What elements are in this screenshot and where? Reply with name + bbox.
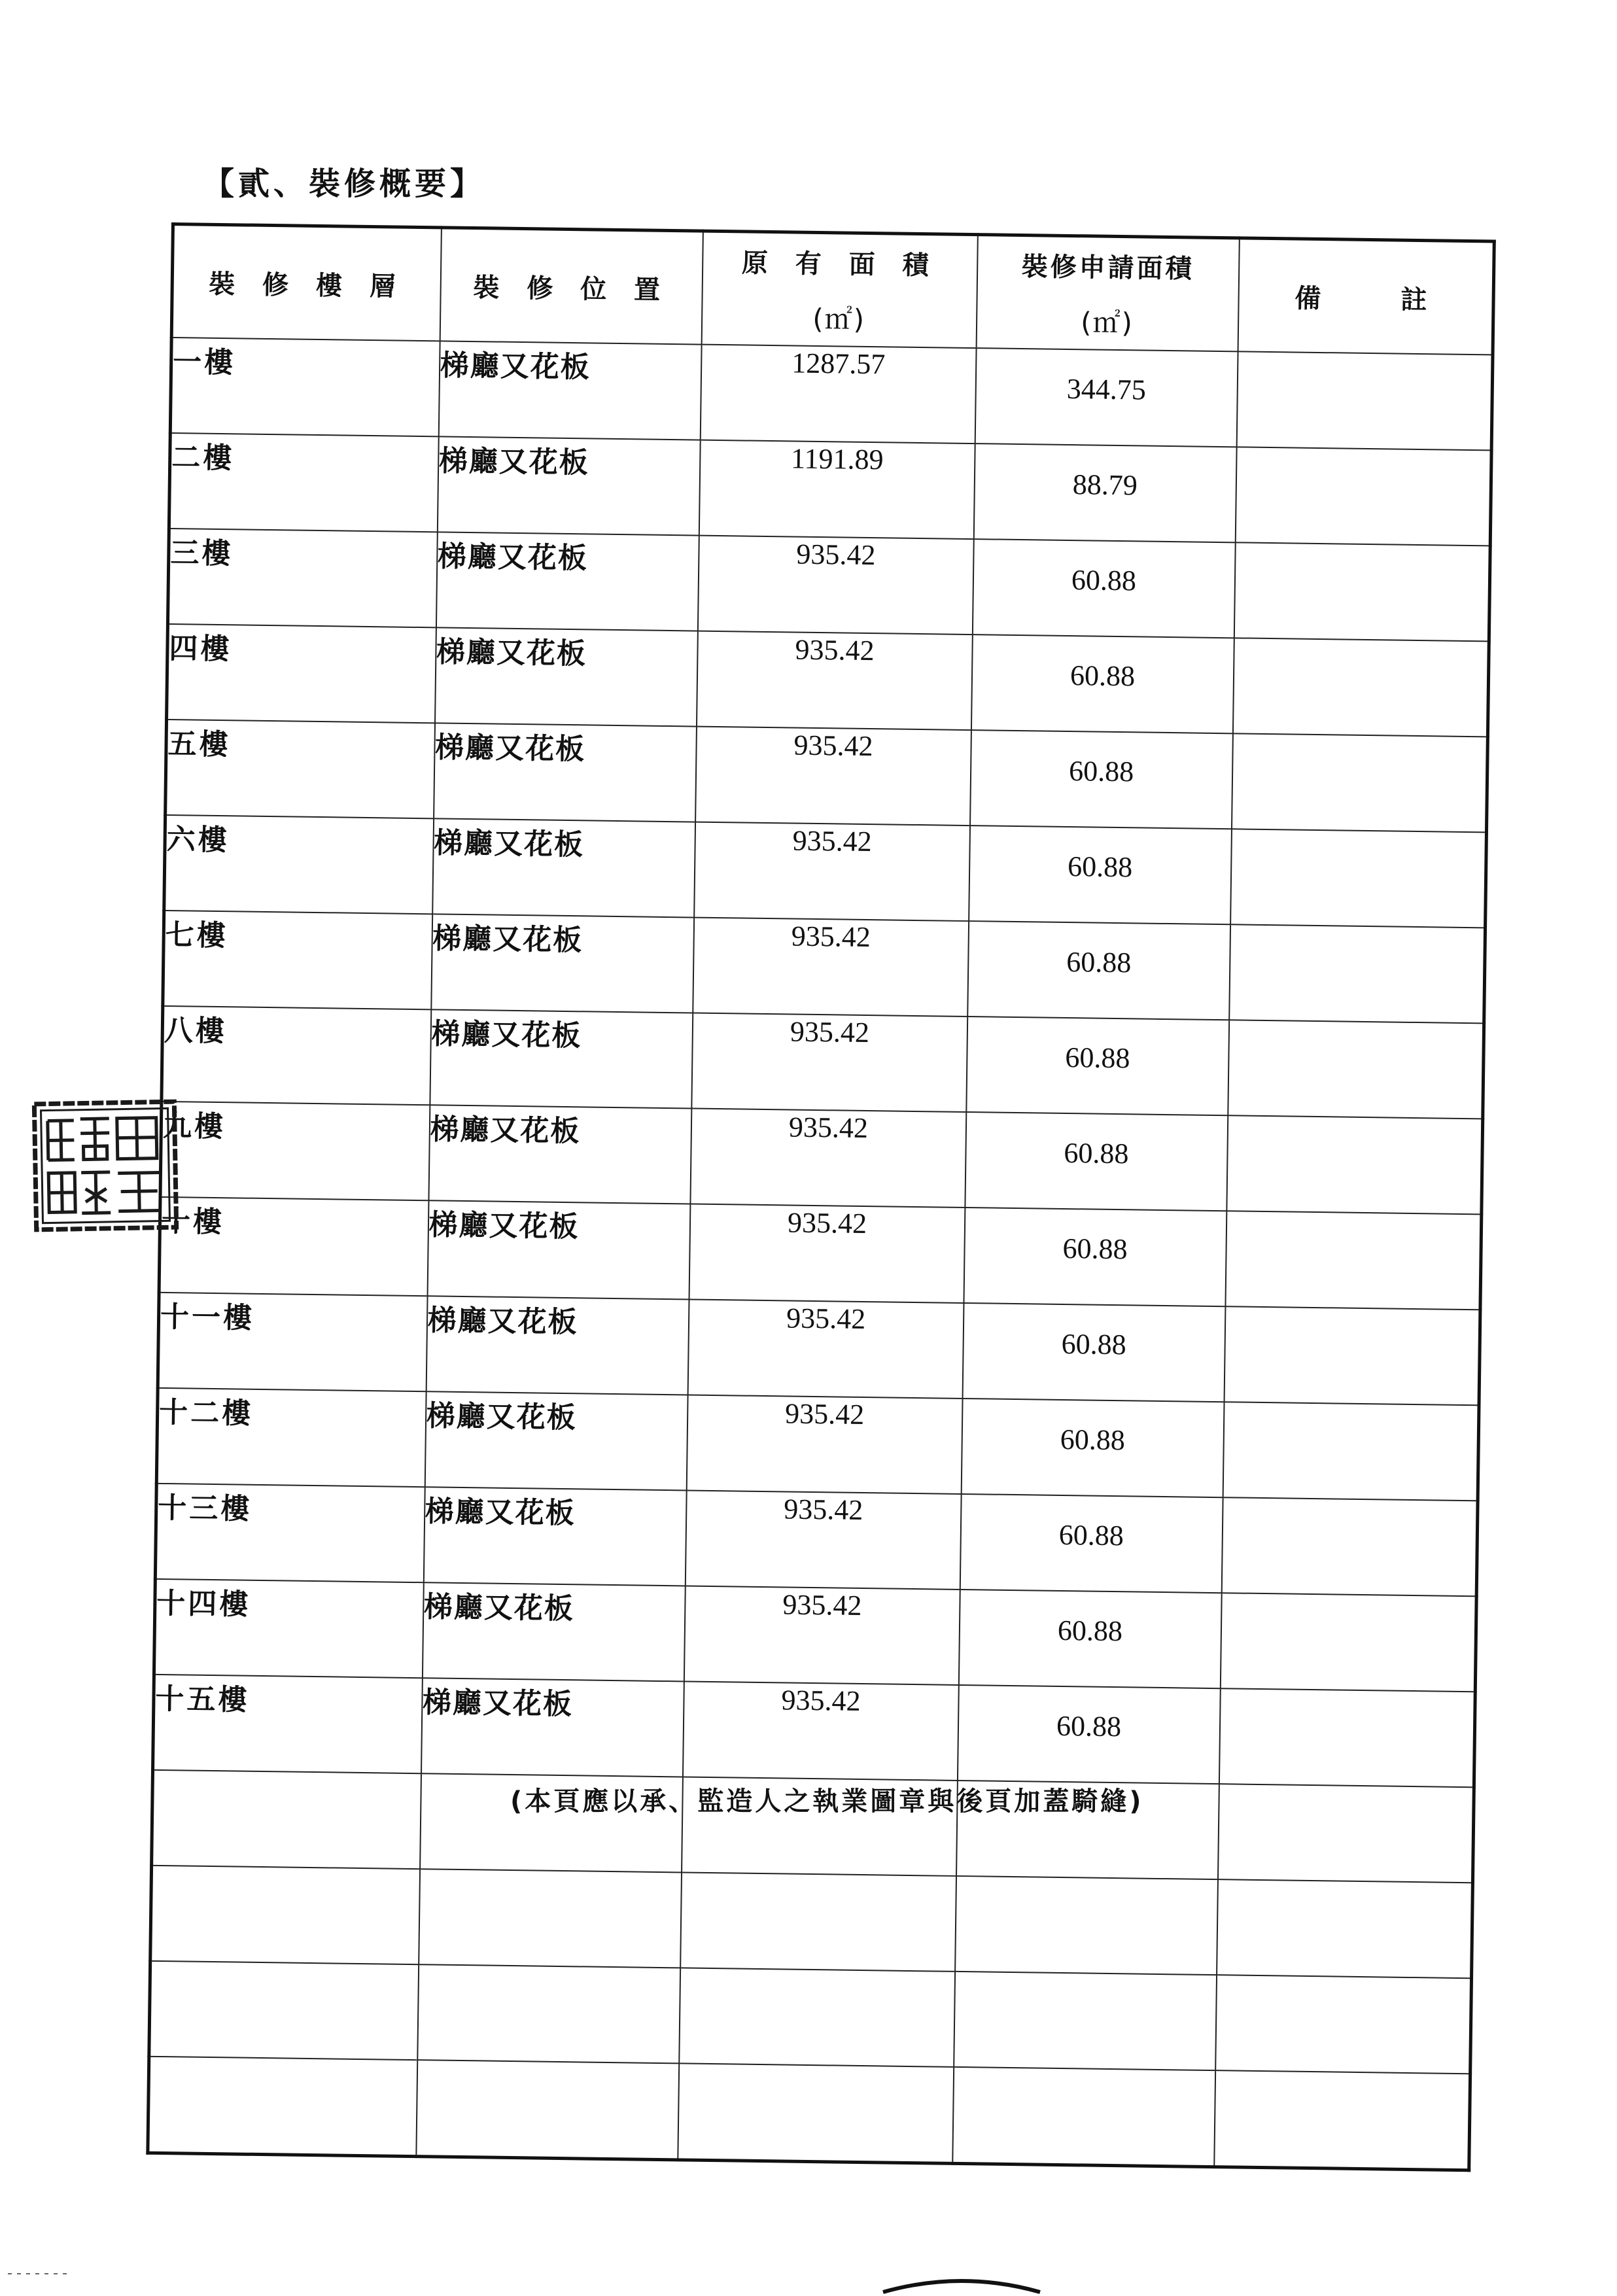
location-cell: 梯廳又花板 <box>422 1582 685 1681</box>
original-area-cell: 935.42 <box>682 1681 958 1780</box>
original-area-cell: 935.42 <box>696 631 972 730</box>
original-area-cell: 935.42 <box>694 822 970 921</box>
page-edge-mark <box>877 2270 1047 2296</box>
remarks-cell <box>1214 2070 1470 2170</box>
floor-cell: 七樓 <box>163 911 432 1009</box>
table-row <box>163 911 1486 1023</box>
table-row <box>149 1961 1472 2074</box>
header-floor <box>171 224 441 341</box>
header-remarks <box>1238 238 1494 355</box>
location-cell <box>419 1869 682 1968</box>
table-row <box>148 2057 1470 2170</box>
requested-area-cell: 60.88 <box>962 1303 1225 1402</box>
original-area-cell: 935.42 <box>697 536 973 635</box>
table-row <box>154 1579 1476 1692</box>
requested-area-cell: 60.88 <box>961 1399 1224 1497</box>
header-requested-area <box>976 235 1239 352</box>
requested-area-cell: 60.88 <box>971 635 1234 733</box>
remarks-cell <box>1226 1115 1483 1214</box>
requested-area-cell: 60.88 <box>970 730 1233 829</box>
table-row <box>164 815 1487 928</box>
table-header-row <box>171 224 1494 355</box>
remarks-cell <box>1225 1211 1482 1310</box>
location-cell: 梯廳又花板 <box>426 1296 689 1395</box>
remarks-cell <box>1224 1306 1480 1405</box>
location-cell <box>416 2060 679 2160</box>
requested-area-cell: 60.88 <box>957 1685 1220 1784</box>
footnote: (本頁應以承、監造人之執業圖章與後頁加蓋騎縫) <box>510 1786 1144 1817</box>
remarks-cell <box>1221 1497 1478 1596</box>
remarks-cell <box>1220 1593 1476 1692</box>
table-row <box>160 1102 1483 1214</box>
remarks-cell <box>1217 1784 1474 1883</box>
original-area-cell <box>680 1872 956 1971</box>
table-body <box>148 338 1493 2170</box>
location-cell: 梯廳又花板 <box>428 1105 691 1204</box>
renovation-summary-table-wrapper <box>146 222 1492 2172</box>
requested-area-cell: 60.88 <box>964 1208 1226 1306</box>
header-original-area-unit: (㎡) <box>812 302 866 336</box>
original-area-cell: 935.42 <box>695 727 971 826</box>
original-area-cell <box>679 1968 955 2066</box>
table-row <box>156 1388 1479 1501</box>
requested-area-cell: 88.79 <box>973 444 1236 542</box>
requested-area-cell: 60.88 <box>966 1017 1229 1115</box>
requested-area-cell: 60.88 <box>969 826 1232 924</box>
header-location-label: 裝 修 位 置 <box>473 272 670 305</box>
requested-area-cell: 60.88 <box>972 539 1235 638</box>
original-area-cell: 935.42 <box>687 1299 964 1398</box>
table-row <box>167 624 1489 737</box>
remarks-cell <box>1228 1020 1484 1119</box>
floor-cell: 九樓 <box>160 1102 430 1200</box>
seal-stamp <box>31 1099 179 1232</box>
location-cell: 梯廳又花板 <box>437 436 700 535</box>
original-area-cell: 935.42 <box>689 1204 965 1303</box>
floor-cell: 六樓 <box>164 815 434 914</box>
header-original-area-label: 原 有 面 積 <box>741 247 938 281</box>
remarks-cell <box>1219 1688 1475 1787</box>
location-cell: 梯廳又花板 <box>421 1678 684 1777</box>
original-area-cell: 935.42 <box>686 1395 962 1493</box>
floor-cell: 十二樓 <box>156 1388 426 1487</box>
original-area-cell: 935.42 <box>685 1490 961 1589</box>
floor-cell: 十四樓 <box>154 1579 423 1678</box>
remarks-cell <box>1234 542 1490 641</box>
location-cell <box>417 1964 680 2063</box>
renovation-summary-table <box>146 222 1495 2172</box>
remarks-cell <box>1232 733 1488 832</box>
table-row <box>150 1866 1473 1978</box>
table-row <box>169 433 1491 546</box>
original-area-cell: 935.42 <box>691 1013 967 1112</box>
section-title: 【貳、裝修概要】 <box>203 165 486 202</box>
table-row <box>165 720 1488 832</box>
location-cell: 梯廳又花板 <box>435 627 698 726</box>
table-row <box>167 529 1490 641</box>
table-row <box>153 1675 1476 1787</box>
header-floor-label: 裝 修 樓 層 <box>208 269 406 302</box>
floor-cell: 四樓 <box>167 624 436 723</box>
table-row <box>162 1006 1484 1119</box>
requested-area-cell: 60.88 <box>960 1494 1223 1593</box>
header-requested-area-unit: (㎡) <box>1080 305 1134 339</box>
table-row <box>159 1197 1482 1310</box>
floor-cell <box>148 2057 417 2157</box>
floor-cell: 一樓 <box>170 338 440 436</box>
remarks-cell <box>1217 1879 1473 1978</box>
original-area-cell: 935.42 <box>684 1586 960 1684</box>
location-cell: 梯廳又花板 <box>425 1391 687 1490</box>
remarks-cell <box>1235 447 1491 546</box>
location-cell: 梯廳又花板 <box>432 818 695 917</box>
floor-cell: 八樓 <box>162 1006 431 1105</box>
floor-cell: 十樓 <box>159 1197 428 1296</box>
original-area-cell <box>678 2063 954 2163</box>
location-cell: 梯廳又花板 <box>436 532 699 631</box>
requested-area-cell <box>952 2067 1215 2167</box>
remarks-cell <box>1232 638 1489 737</box>
remarks-cell <box>1215 1975 1472 2074</box>
floor-cell: 二樓 <box>169 433 438 532</box>
location-cell: 梯廳又花板 <box>438 341 701 440</box>
floor-cell <box>149 1961 419 2060</box>
original-area-cell: 1191.89 <box>699 440 975 539</box>
scan-noise-mark <box>8 2270 67 2278</box>
location-cell: 梯廳又花板 <box>423 1487 686 1586</box>
original-area-cell: 935.42 <box>690 1109 966 1208</box>
remarks-cell <box>1223 1402 1479 1501</box>
floor-cell <box>152 1770 421 1869</box>
floor-cell: 十一樓 <box>158 1293 427 1391</box>
requested-area-cell <box>954 1972 1217 2070</box>
header-requested-area-label: 裝修申請面積 <box>1021 251 1195 284</box>
table-row <box>170 338 1493 450</box>
table-row <box>158 1293 1480 1405</box>
floor-cell: 五樓 <box>165 720 435 818</box>
floor-cell <box>150 1866 420 1964</box>
seal-stamp-icon <box>31 1099 179 1232</box>
remarks-cell <box>1230 829 1487 928</box>
location-cell: 梯廳又花板 <box>427 1200 690 1299</box>
requested-area-cell: 60.88 <box>958 1590 1221 1688</box>
remarks-cell <box>1229 924 1486 1023</box>
header-location <box>440 228 703 345</box>
requested-area-cell: 60.88 <box>965 1112 1228 1211</box>
location-cell: 梯廳又花板 <box>434 723 697 822</box>
floor-cell: 十五樓 <box>153 1675 423 1773</box>
requested-area-cell: 60.88 <box>967 921 1230 1020</box>
original-area-cell: 1287.57 <box>700 345 976 444</box>
floor-cell: 十三樓 <box>155 1484 425 1582</box>
requested-area-cell: 344.75 <box>975 348 1238 447</box>
floor-cell: 三樓 <box>167 529 437 627</box>
requested-area-cell <box>955 1876 1218 1975</box>
header-original-area <box>701 231 977 348</box>
original-area-cell: 935.42 <box>693 918 969 1017</box>
table-row <box>155 1484 1478 1596</box>
remarks-cell <box>1236 351 1493 450</box>
location-cell: 梯廳又花板 <box>431 914 694 1013</box>
header-remarks-label: 備 註 <box>1295 283 1436 315</box>
location-cell: 梯廳又花板 <box>430 1009 693 1108</box>
